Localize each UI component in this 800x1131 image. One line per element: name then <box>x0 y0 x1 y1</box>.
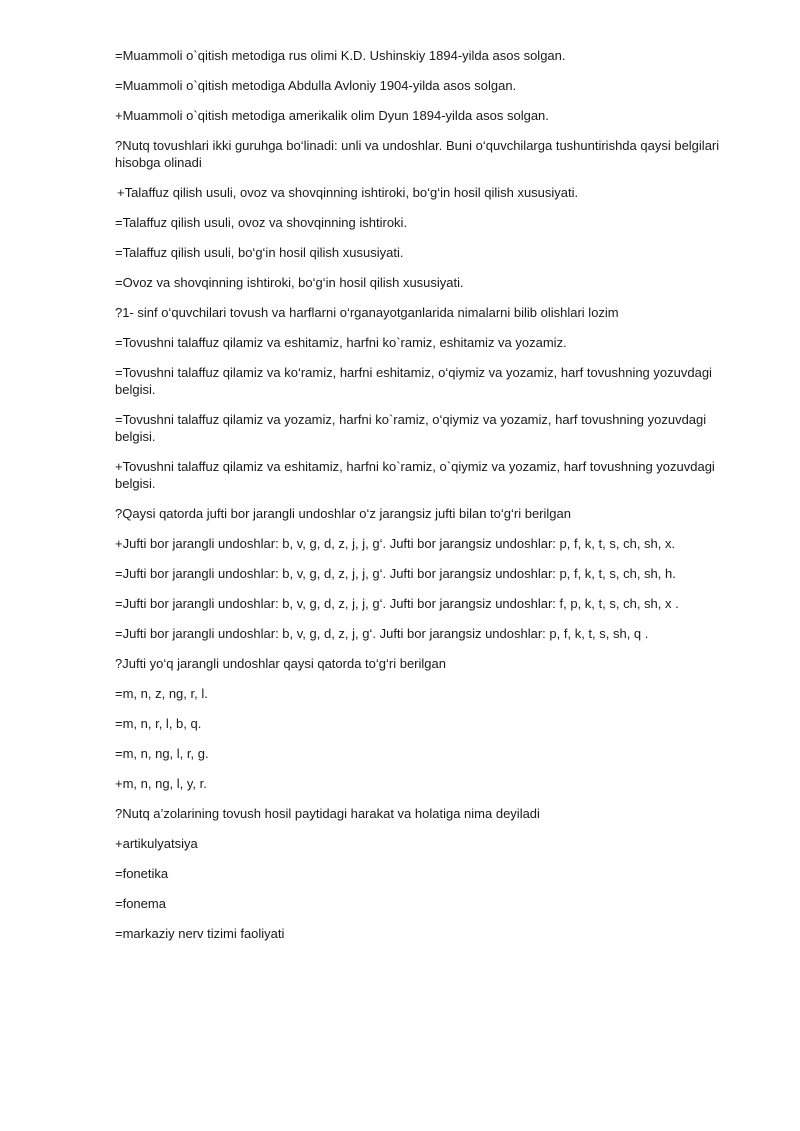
question-line: ?Qaysi qatorda jufti bor jarangli undoshlar o‘z jarangsiz jufti bilan to‘g‘ri berilgan <box>115 506 571 521</box>
answer-line: =m, n, z, ng, r, l. <box>115 686 208 701</box>
quiz-text-block <box>115 47 740 955</box>
answer-line: =fonema <box>115 896 166 911</box>
answer-line: =Tovushni talaffuz qilamiz va eshitamiz, harfni ko`ramiz, eshitamiz va yozamiz. <box>115 335 567 350</box>
answer-line: =m, n, ng, l, r, g. <box>115 746 209 761</box>
question-line: ?Jufti yo‘q jarangli undoshlar qaysi qatorda to‘g‘ri berilgan <box>115 656 446 671</box>
answer-line: =Jufti bor jarangli undoshlar: b, v, g, d, z, j, j, g‘. Jufti bor jarangsiz undoshlar: f, p, k, t, s, ch, sh, x . <box>115 596 679 611</box>
answer-line: =Talaffuz qilish usuli, bo‘g‘in hosil qilish xususiyati. <box>115 245 404 260</box>
answer-line: +Tovushni talaffuz qilamiz va eshitamiz, harfni ko`ramiz, o`qiymiz va yozamiz, harf tovushning yozuvdagi belgisi. <box>115 459 715 491</box>
answer-line: =Tovushni talaffuz qilamiz va ko‘ramiz, harfni eshitamiz, o‘qiymiz va yozamiz, harf tovushning yozuvdagi belgisi. <box>115 365 712 397</box>
answer-line: =Talaffuz qilish usuli, ovoz va shovqinning ishtiroki. <box>115 215 408 230</box>
answer-line: =Jufti bor jarangli undoshlar: b, v, g, d, z, j, j, g‘. Jufti bor jarangsiz undoshlar: p, f, k, t, s, ch, sh, h. <box>115 566 676 581</box>
answer-line: +m, n, ng, l, y, r. <box>115 776 207 791</box>
question-line: ?Nutq a’zolarining tovush hosil paytidagi harakat va holatiga nima deyiladi <box>115 806 540 821</box>
answer-line: +Jufti bor jarangli undoshlar: b, v, g, d, z, j, j, g‘. Jufti bor jarangsiz undoshlar: p, f, k, t, s, ch, sh, x. <box>115 536 676 551</box>
answer-line: +artikulyatsiya <box>115 836 198 851</box>
answer-line: =Ovoz va shovqinning ishtiroki, bo‘g‘in hosil qilish xususiyati. <box>115 275 464 290</box>
question-line: ?1- sinf o‘quvchilari tovush va harflarni o‘rganayotganlarida nimalarni bilib olishlari lozim <box>115 305 619 320</box>
answer-line: =Jufti bor jarangli undoshlar: b, v, g, d, z, j, g‘. Jufti bor jarangsiz undoshlar: p, f, k, t, s, sh, q . <box>115 626 649 641</box>
answer-line: =markaziy nerv tizimi faoliyati <box>115 926 285 941</box>
answer-line: =fonetika <box>115 866 169 881</box>
answer-line: +Talaffuz qilish usuli, ovoz va shovqinning ishtiroki, bo‘g‘in hosil qilish xususiyati. <box>117 185 579 200</box>
question-line: ?Nutq tovushlari ikki guruhga bo‘linadi: unli va undoshlar. Buni o‘quvchilarga tushuntirishda qaysi belgilari hisobga olinadi <box>115 138 720 170</box>
answer-line: =Tovushni talaffuz qilamiz va yozamiz, harfni ko`ramiz, o‘qiymiz va yozamiz, harf tovushning yozuvdagi belgisi. <box>115 412 707 444</box>
answer-line: +Muammoli o`qitish metodiga amerikalik olim Dyun 1894-yilda asos solgan. <box>115 108 549 123</box>
answer-line: =m, n, r, l, b, q. <box>115 716 202 731</box>
answer-line: =Muammoli o`qitish metodiga Abdulla Avloniy 1904-yilda asos solgan. <box>115 78 517 93</box>
answer-line: =Muammoli o`qitish metodiga rus olimi K.D. Ushinskiy 1894-yilda asos solgan. <box>115 48 566 63</box>
